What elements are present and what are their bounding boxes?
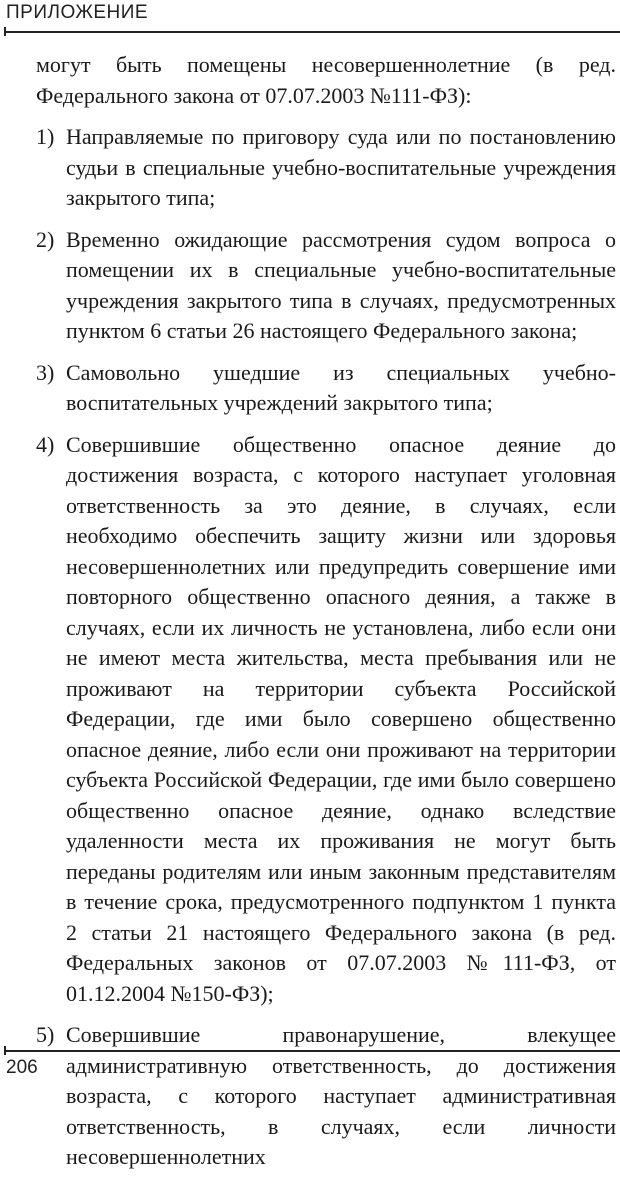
list-item-number: 5) (36, 1022, 55, 1047)
list-item (36, 225, 616, 347)
list-item-text: Самовольно ушедшие из специальных учебно-воспитательных учреждений закрытого типа; (66, 359, 616, 415)
list-item-text: Временно ожидающие рассмотрения судом вопроса о помещении их в специальные учебно-воспитательные учреждения закрытого типа в случаях, предусмотренных пунктом 6 статьи 26 настоящего Федерального закона; (66, 226, 616, 343)
list-item-text: Совершившие общественно опасное деяние до достижения возраста, с которого наступает уголовная ответственность за это деяние, в случаях, если необходимо обеспечить защиту жизни или здоровья несовершеннолетних или предупредить совершение ими повторного общественно опасного деяния, а также в случаях, если их личность не установлена, либо если они не имеют места жительства, места пребывания или не проживают на территории субъекта Российской Федерации, где ими было совершено общественно опасное деяние, либо если они проживают на территории субъекта Российской Федерации, где ими было совершено общественно опасное деяние, однако вследствие удаленности места их проживания не могут быть переданы родителям или иным законным представителям в течение срока, предусмотренного подпунктом 1 пункта 2 статьи 21 настоящего Федерального закона (в ред. Федеральных законов от 07.07.2003 №111-ФЗ, от 01.12.2004 №150-ФЗ); (66, 431, 616, 1006)
footer-rule-tick (4, 1046, 6, 1055)
list-item (36, 430, 616, 1010)
list-item-text: Направляемые по приговору суда или по постановлению судьи в специальные учебно-воспитательные учреждения закрытого типа; (66, 124, 616, 210)
list-item-number: 4) (36, 431, 55, 457)
header-rule-tick (4, 27, 6, 36)
list-item-number: 1) (36, 124, 55, 149)
list-item (36, 122, 616, 214)
header-rule (4, 31, 620, 33)
list-item (36, 358, 616, 419)
page-number: 206 (6, 1057, 38, 1078)
list-item-text: Совершившие правонарушение, влекущее административную ответственность, до достижения возраста, с которого наступает административная ответственность, в случаях, если личности несовершеннолетних (66, 1022, 616, 1169)
list-item-number: 2) (36, 226, 55, 252)
page-body (36, 50, 616, 1184)
footer-rule (4, 1050, 620, 1052)
list-item-number: 3) (36, 359, 55, 385)
running-header: ПРИЛОЖЕНИЕ (6, 2, 149, 23)
intro-paragraph: могут быть помещены несовершеннолетние (в ред. Федерального закона от 07.07.2003 №111-ФЗ): (36, 52, 616, 108)
list-item (36, 1020, 616, 1173)
